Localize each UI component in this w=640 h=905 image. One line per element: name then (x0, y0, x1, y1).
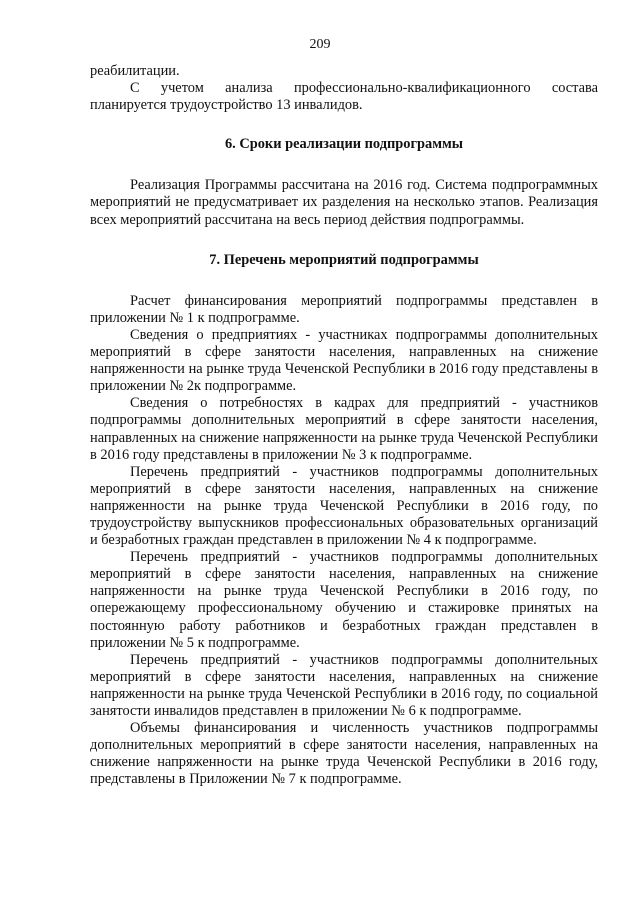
section-7-paragraph: Расчет финансирования мероприятий подпрограммы представлен в приложении № 1 к подпрограмме. (90, 292, 598, 326)
page-number: 209 (309, 37, 331, 52)
intro-continuation: реабилитации. (90, 63, 180, 79)
section-7-paragraph: Объемы финансирования и численность участников подпрограммы дополнительных мероприятий в сфере занятости населения, направленных на снижение напряженности на рынке труда Чеченской Республики в 2016 году, представлены в Приложении № 7 к подпрограмме. (90, 720, 598, 788)
section-6-paragraph: Реализация Программы рассчитана на 2016 год. Система подпрограммных мероприятий не предусматривает их разделения на несколько этапов. Реализация всех мероприятий рассчитана на весь период действия подпрограммы. (90, 177, 598, 228)
section-7-heading: 7. Перечень мероприятий подпрограммы (209, 251, 479, 268)
page-content (90, 63, 598, 788)
section-7-paragraph: Перечень предприятий - участников подпрограммы дополнительных мероприятий в сфере занятости населения, направленных на снижение напряженности на рынке труда Чеченской Республики в 2016 году, по опережающему профессиональному обучению и стажировке принятых на постоянную работу работников и безработных граждан представлен в приложении № 5 к подпрограмме. (90, 549, 598, 651)
section-7-paragraph: Сведения о потребностях в кадрах для предприятий - участников подпрограммы дополнительных мероприятий в сфере занятости населения, направленных на снижение напряженности на рынке труда Чеченской Республики в 2016 году представлены в приложении № 3 к подпрограмме. (90, 395, 598, 463)
section-6-heading: 6. Сроки реализации подпрограммы (224, 136, 464, 153)
intro-paragraph: С учетом анализа профессионально-квалификационного состава планируется трудоустройство 13 инвалидов. (90, 80, 598, 114)
section-7-paragraph: Перечень предприятий - участников подпрограммы дополнительных мероприятий в сфере занятости населения, направленных на снижение напряженности на рынке труда Чеченской Республики в 2016 году, по социальной занятости инвалидов представлен в приложении № 6 к подпрограмме. (90, 651, 598, 719)
section-7-paragraph: Сведения о предприятиях - участниках подпрограммы дополнительных мероприятий в сфере занятости населения, направленных на снижение напряженности на рынке труда Чеченской Республики в 2016 году представлены в приложении № 2к подпрограмме. (90, 326, 598, 395)
section-7-paragraph: Перечень предприятий - участников подпрограммы дополнительных мероприятий в сфере занятости населения, направленных на снижение напряженности на рынке труда Чеченской Республики в 2016 году, по трудоустройству выпускников профессиональных образовательных организаций и безработных граждан представлен в приложении № 4 к подпрограмме. (90, 463, 598, 549)
